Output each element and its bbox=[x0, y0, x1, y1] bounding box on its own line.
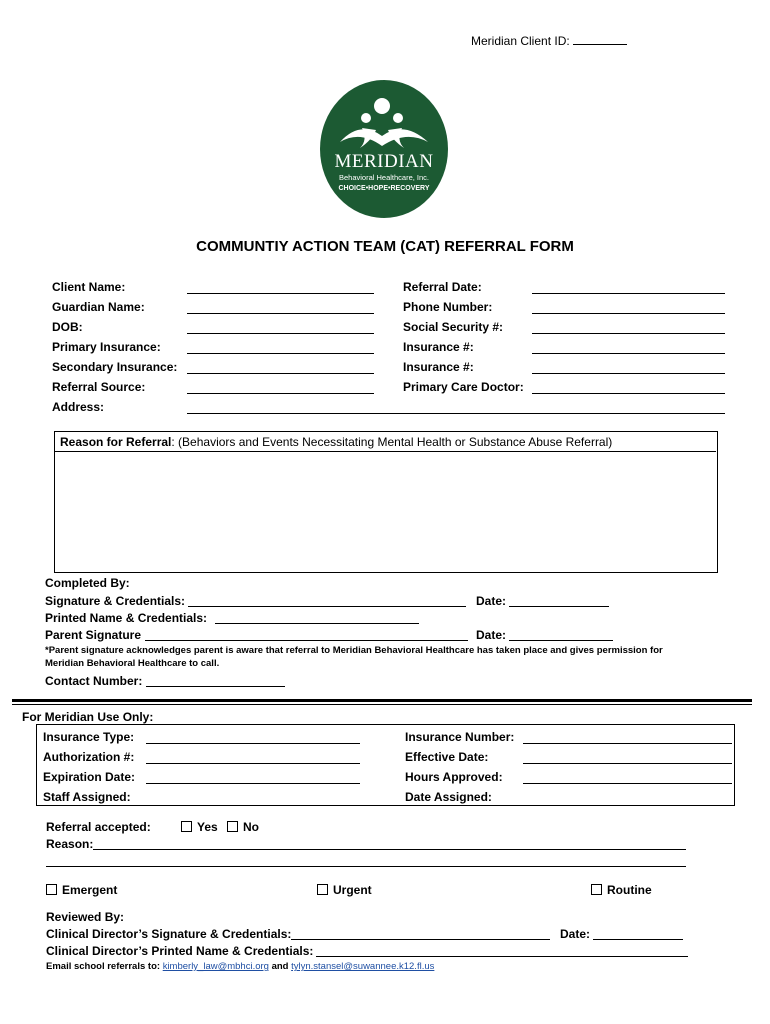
referral-source-field[interactable] bbox=[187, 393, 374, 394]
emergent-label: Emergent bbox=[62, 883, 118, 897]
office-use-title: For Meridian Use Only: bbox=[22, 710, 154, 724]
reason-field-line-2[interactable] bbox=[46, 866, 686, 867]
section-separator-thin bbox=[12, 704, 752, 705]
director-printed-field[interactable] bbox=[316, 956, 688, 957]
no-checkbox-icon[interactable] bbox=[227, 821, 238, 832]
insurance-number-field-2[interactable] bbox=[532, 373, 725, 374]
staff-assigned-label: Staff Assigned: bbox=[43, 790, 131, 804]
date-assigned-label: Date Assigned: bbox=[405, 790, 492, 804]
yes-checkbox-icon[interactable] bbox=[181, 821, 192, 832]
referral-accepted-label: Referral accepted: bbox=[46, 820, 151, 834]
client-id-label: Meridian Client ID: bbox=[471, 34, 570, 48]
contact-number-label: Contact Number: bbox=[45, 674, 143, 688]
reason-field-line-1[interactable] bbox=[93, 849, 686, 850]
email-link-2[interactable]: tylyn.stansel@suwannee.k12.fl.us bbox=[291, 961, 435, 972]
parent-signature-label: Parent Signature bbox=[45, 628, 142, 642]
insurance-number-office-label: Insurance Number: bbox=[405, 730, 515, 744]
section-separator-thick bbox=[12, 699, 752, 702]
secondary-insurance-field[interactable] bbox=[187, 373, 374, 374]
parent-signature-field[interactable] bbox=[145, 640, 468, 641]
logo-subtitle: Behavioral Healthcare, Inc. bbox=[338, 173, 430, 182]
logo-emblem-icon bbox=[320, 80, 448, 218]
parent-signature-note bbox=[45, 644, 663, 670]
reason-label-office: Reason: bbox=[46, 837, 94, 851]
hours-approved-field[interactable] bbox=[523, 783, 732, 784]
email-label: Email school referrals to: bbox=[46, 961, 161, 972]
phone-number-field[interactable] bbox=[532, 313, 725, 314]
routine-option[interactable] bbox=[591, 883, 652, 897]
client-name-field[interactable] bbox=[187, 293, 374, 294]
signature-date-field[interactable] bbox=[509, 606, 609, 607]
reason-box-divider bbox=[55, 451, 716, 452]
yes-option[interactable] bbox=[181, 820, 218, 834]
social-security-label: Social Security #: bbox=[403, 320, 504, 334]
expiration-date-label: Expiration Date: bbox=[43, 770, 136, 784]
referral-date-label: Referral Date: bbox=[403, 280, 482, 294]
reason-desc: : (Behaviors and Events Necessitating Mental Health or Substance Abuse Referral) bbox=[171, 435, 613, 449]
guardian-name-label: Guardian Name: bbox=[52, 300, 145, 314]
reviewed-by-label: Reviewed By: bbox=[46, 910, 125, 924]
director-date-field[interactable] bbox=[593, 939, 683, 940]
primary-insurance-label: Primary Insurance: bbox=[52, 340, 161, 354]
email-and: and bbox=[271, 961, 289, 972]
insurance-type-label: Insurance Type: bbox=[43, 730, 135, 744]
reason-label: Reason for Referral bbox=[60, 435, 172, 449]
authorization-label: Authorization #: bbox=[43, 750, 135, 764]
printed-name-label: Printed Name & Credentials: bbox=[45, 611, 208, 625]
parent-date-field[interactable] bbox=[509, 640, 613, 641]
reason-box-header bbox=[60, 435, 612, 449]
secondary-insurance-label: Secondary Insurance: bbox=[52, 360, 178, 374]
insurance-number-label-1: Insurance #: bbox=[403, 340, 474, 354]
logo-tagline: CHOICE•HOPE•RECOVERY bbox=[338, 185, 430, 192]
note-line-2: Meridian Behavioral Healthcare to call. bbox=[45, 658, 220, 669]
no-label: No bbox=[243, 820, 259, 834]
emergent-option[interactable] bbox=[46, 883, 117, 897]
note-line-1: *Parent signature acknowledges parent is aware that referral to Meridian Behavioral Healthcare has taken place and gives permission for bbox=[45, 645, 663, 656]
client-name-label: Client Name: bbox=[52, 280, 126, 294]
signature-credentials-label: Signature & Credentials: bbox=[45, 594, 186, 608]
insurance-type-field[interactable] bbox=[146, 743, 360, 744]
primary-care-doctor-label: Primary Care Doctor: bbox=[403, 380, 524, 394]
printed-name-field[interactable] bbox=[215, 623, 419, 624]
signature-date-label: Date: bbox=[476, 594, 507, 608]
logo-name: MERIDIAN bbox=[334, 151, 434, 172]
completed-by-label: Completed By: bbox=[45, 576, 130, 590]
no-option[interactable] bbox=[227, 820, 259, 834]
form-title: COMMUNTIY ACTION TEAM (CAT) REFERRAL FORM bbox=[196, 238, 574, 255]
hours-approved-label: Hours Approved: bbox=[405, 770, 503, 784]
referral-source-label: Referral Source: bbox=[52, 380, 146, 394]
director-date-label: Date: bbox=[560, 927, 591, 941]
routine-label: Routine bbox=[607, 883, 652, 897]
address-label: Address: bbox=[52, 400, 105, 414]
contact-number-field[interactable] bbox=[146, 686, 285, 687]
social-security-field[interactable] bbox=[532, 333, 725, 334]
effective-date-label: Effective Date: bbox=[405, 750, 489, 764]
director-signature-label: Clinical Director’s Signature & Credentials: bbox=[46, 927, 292, 941]
dob-label: DOB: bbox=[52, 320, 83, 334]
urgent-option[interactable] bbox=[317, 883, 372, 897]
guardian-name-field[interactable] bbox=[187, 313, 374, 314]
office-use-box bbox=[36, 724, 735, 806]
emergent-checkbox-icon[interactable] bbox=[46, 884, 57, 895]
urgent-checkbox-icon[interactable] bbox=[317, 884, 328, 895]
referral-date-field[interactable] bbox=[532, 293, 725, 294]
yes-label: Yes bbox=[197, 820, 218, 834]
director-signature-field[interactable] bbox=[291, 939, 550, 940]
client-id-field bbox=[471, 32, 627, 48]
expiration-date-field[interactable] bbox=[146, 783, 360, 784]
client-id-blank[interactable] bbox=[573, 32, 627, 45]
routine-checkbox-icon[interactable] bbox=[591, 884, 602, 895]
insurance-number-office-field[interactable] bbox=[523, 743, 732, 744]
phone-number-label: Phone Number: bbox=[403, 300, 493, 314]
signature-credentials-field[interactable] bbox=[188, 606, 466, 607]
urgent-label: Urgent bbox=[333, 883, 372, 897]
primary-care-doctor-field[interactable] bbox=[532, 393, 725, 394]
meridian-logo bbox=[320, 80, 448, 218]
director-printed-label: Clinical Director’s Printed Name & Credentials: bbox=[46, 944, 314, 958]
authorization-field[interactable] bbox=[146, 763, 360, 764]
insurance-number-field-1[interactable] bbox=[532, 353, 725, 354]
effective-date-field[interactable] bbox=[523, 763, 732, 764]
email-footer bbox=[46, 960, 434, 973]
dob-field[interactable] bbox=[187, 333, 374, 334]
parent-date-label: Date: bbox=[476, 628, 507, 642]
insurance-number-label-2: Insurance #: bbox=[403, 360, 474, 374]
email-link-1[interactable]: kimberly_law@mbhci.org bbox=[162, 961, 269, 972]
address-field[interactable] bbox=[187, 413, 725, 414]
primary-insurance-field[interactable] bbox=[187, 353, 374, 354]
reason-for-referral-box[interactable] bbox=[54, 431, 718, 573]
